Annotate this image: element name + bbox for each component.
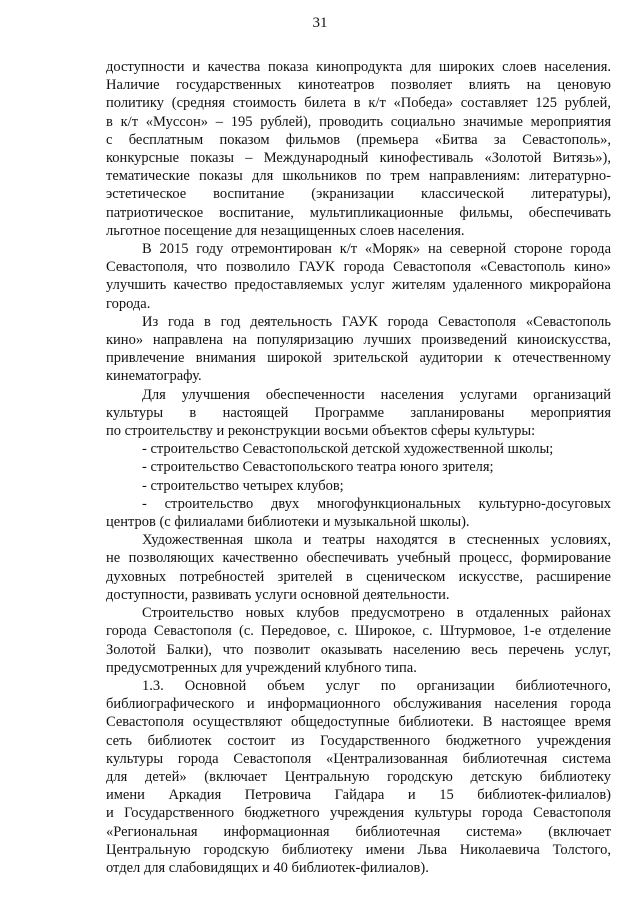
text-line: имени Аркадия Петровича Гайдара и 15 библиотек-филиалов) <box>106 787 611 804</box>
text-line: - строительство двух многофункциональных культурно-досуговых <box>142 495 611 512</box>
text-line: Севастополя осуществляют общедоступные библиотеки. В настоящее время <box>106 714 611 731</box>
text-line: культуры в настоящей Программе запланированы мероприятия <box>106 404 611 421</box>
text-line: с бесплатным показом фильмов (премьера «Битва за Севастополь», <box>106 131 611 148</box>
text-line: Художественная школа и театры находятся в стесненных условиях, <box>142 532 611 549</box>
text-line: в к/т «Муссон» – 195 рублей), проводить социально значимые мероприятия <box>106 113 611 130</box>
text-line: Золотой Балки), что позволит оказывать населению весь перечень услуг, <box>106 641 611 658</box>
text-line: города. <box>106 295 151 312</box>
text-line: доступности и качества показа кинопродукта для широких слоев населения. <box>106 59 611 75</box>
text-line: сеть библиотек состоит из Государственного бюджетного учреждения <box>106 732 611 749</box>
text-line: кинематографу. <box>106 368 202 385</box>
text-line: отдел для слабовидящих и 40 библиотек-филиалов). <box>106 859 429 876</box>
text-line: Наличие государственных кинотеатров позволяет влиять на ценовую <box>106 77 611 94</box>
text-line: предусмотренных для учреждений клубного типа. <box>106 659 417 676</box>
text-line: по строительству и реконструкции восьми объектов сферы культуры: <box>106 423 536 440</box>
text-line: улучшить качество предоставляемых услуг жителям удаленного микрорайона <box>106 277 611 294</box>
text-line: доступности, развивать услуги основной деятельности. <box>106 586 450 603</box>
text-line: тематические показы для школьников по трем направлениям: литературно- <box>106 168 611 185</box>
text-line: эстетическое воспитание (экранизации классической литературы), <box>106 186 611 203</box>
text-line: Для улучшения обеспеченности населения услугами организаций <box>142 386 611 403</box>
text-line: - строительство Севастопольской детской художественной школы; <box>142 441 554 458</box>
text-line: Строительство новых клубов предусмотрено в отдаленных районах <box>142 605 611 622</box>
text-line: - строительство Севастопольского театра юного зрителя; <box>142 459 494 476</box>
page-number: 31 <box>312 15 328 31</box>
text-line: 1.3. Основной объем услуг по организации библиотечного, <box>142 677 611 694</box>
text-line: политику (средняя стоимость билета в к/т «Победа» составляет 125 рублей, <box>106 95 611 112</box>
text-line: конкурсные показы – Международный кинофестиваль «Золотой Витязь»), <box>106 150 611 167</box>
text-line: культуры города Севастополя «Централизованная библиотечная система <box>106 750 611 767</box>
text-line: кино» направлена на популяризацию лучших произведений киноискусства, <box>106 332 611 349</box>
text-line: Севастополя, что позволило ГАУК города Севастополя «Севастополь кино» <box>106 259 611 276</box>
text-line: для детей» (включает Центральную городскую детскую библиотеку <box>106 768 611 785</box>
text-line: Центральную городскую библиотеку имени Льва Николаевича Толстого, <box>106 841 611 858</box>
text-line: - строительство четырех клубов; <box>142 477 344 494</box>
text-line: и Государственного бюджетного учреждения культуры города Севастополя <box>106 805 611 822</box>
text-line: привлечение внимания широкой зрительской аудитории к отечественному <box>106 350 611 367</box>
text-line: духовных потребностей зрителей в сценическом искусстве, расширение <box>106 568 611 585</box>
text-line: Из года в год деятельность ГАУК города Севастополя «Севастополь <box>142 313 611 330</box>
text-line: «Региональная информационная библиотечная система» (включает <box>106 823 611 840</box>
text-line: города Севастополя (с. Передовое, с. Широкое, с. Штурмовое, 1-е отделение <box>106 623 611 640</box>
text-line: центров (с филиалами библиотеки и музыкальной школы). <box>106 514 470 531</box>
document-body <box>106 58 611 877</box>
text-line: не позволяющих качественно обеспечивать учебный процесс, формирование <box>106 550 611 567</box>
text-line: патриотическое воспитание, мультипликационные фильмы, обеспечивать <box>106 204 611 221</box>
text-line: В 2015 году отремонтирован к/т «Моряк» на северной стороне города <box>142 241 611 258</box>
text-line: льготное посещение для незащищенных слоев населения. <box>106 222 465 239</box>
text-line: библиографического и информационного обслуживания населения города <box>106 696 611 713</box>
